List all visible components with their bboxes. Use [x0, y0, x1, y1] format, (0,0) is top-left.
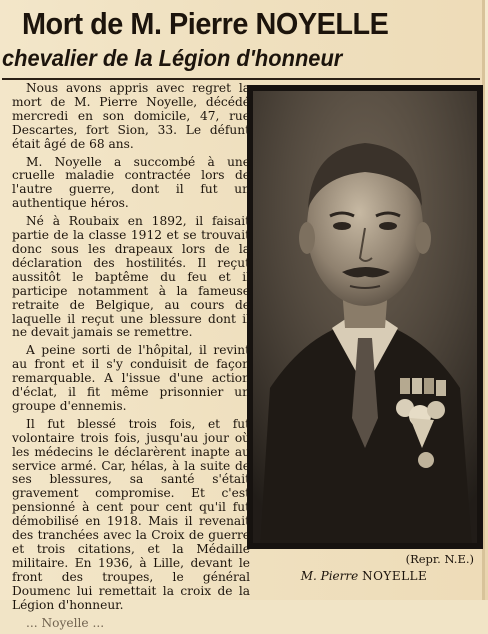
article-paragraph: Nous avons appris avec regret la mort de M. Pierre Noyelle, décédé mercredi en son domicile, 47, rue Descartes, fort Sion, 33. Le défunt était âgé de 68 ans.: [12, 81, 250, 151]
portrait-photo: [250, 88, 480, 546]
article-paragraph: A peine sorti de l'hôpital, il revint au front et il s'y conduisit de façon remarquable. A l'issue d'une action d'éclat, il fit même prisonnier un groupe d'ennemis.: [12, 343, 250, 413]
article-body: [12, 82, 250, 634]
article-paragraph: Il fut blessé trois fois, et fut volontaire trois fois, jusqu'au jour où les médecins le déclarèrent inapte au service armé. Car, hélas, à la suite de ses blessures, sa santé s'était gravement compromise. Et c'est pensionné à cent pour cent qu'il fut démobilisé en 1918. Mais il revenait des tranchées avec la Croix de guerre et trois citations, et la Médaille militaire. En 1936, à Lille, devant le front des troupes, le général Doumenc lui remettait la croix de la Légion d'honneur.: [12, 416, 250, 612]
caption-name: NOYELLE: [362, 569, 428, 583]
portrait-illustration: [250, 88, 480, 546]
article-cutoff-line: ... Noyelle ...: [26, 615, 105, 630]
caption-prefix: M. Pierre: [300, 569, 359, 583]
photo-credit: (Repr. N.E.): [405, 552, 474, 566]
article-paragraph: M. Noyelle a succombé à une cruelle maladie contractée lors de l'autre guerre, dont il fut un authentique héros.: [12, 154, 250, 211]
article-paragraph: Né à Roubaix en 1892, il faisait partie de la classe 1912 et se trouvait donc sous les drapeaux lors de la déclaration des hostilités. Il reçut aussitôt le baptême du feu et il participe notamment à la fameuse retraite de Belgique, au cours de laquelle il reçut une blessure dont il ne devait jamais se remettre.: [12, 214, 250, 340]
headline-title: Mort de M. Pierre NOYELLE: [22, 6, 389, 41]
headline-rule: [2, 78, 480, 80]
photo-caption: [254, 568, 474, 584]
headline-subtitle: chevalier de la Légion d'honneur: [2, 45, 343, 71]
